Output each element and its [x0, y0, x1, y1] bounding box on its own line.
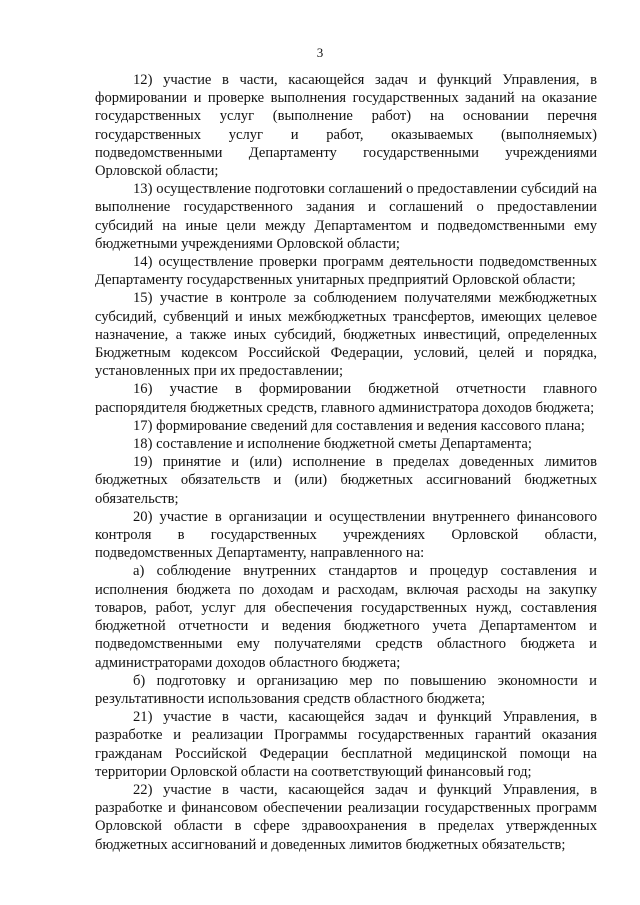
paragraph-item-22: 22) участие в части, касающейся задач и функций Управления, в разработке и финансовом обеспечении реализации государственных программ Орловской области в сфере здравоохранения в пределах утвержденных бюджетных ассигнований и доведенных лимитов бюджетных обязательств;: [95, 781, 597, 853]
document-body: [95, 71, 597, 854]
paragraph-item-18: 18) составление и исполнение бюджетной сметы Департамента;: [133, 436, 532, 453]
page-number: 3: [316, 45, 324, 60]
paragraph-item-13: 13) осуществление подготовки соглашений о предоставлении субсидий на выполнение государственного задания и соглашений о предоставлении субсидий на иные цели между Департаментом и подведомственными ему бюджетными учреждениями Орловской области;: [95, 181, 597, 252]
paragraph-item-20: 20) участие в организации и осуществлении внутреннего финансового контроля в государственных учреждениях Орловской области, подведомственных Департаменту, направленного на:: [95, 508, 597, 562]
paragraph-item-12: 12) участие в части, касающейся задач и функций Управления, в формировании и проверке выполнения государственных заданий на оказание государственных услуг (выполнение работ) на основании перечня государственных услуг и работ, оказываемых (выполняемых) подведомственными Департаменту государственными учреждениями Орловской области;: [95, 72, 597, 180]
paragraph-subitem-a: а) соблюдение внутренних стандартов и процедур составления и исполнения бюджета по доходам и расходам, включая расходы на закупку товаров, работ, услуг для обеспечения государственных нужд, составления бюджетной отчетности и ведения бюджетного учета Департаментом и подведомственными ему получателями средств областного бюджета и администраторами доходов областного бюджета;: [95, 563, 597, 671]
paragraph-item-15: 15) участие в контроле за соблюдением получателями межбюджетных субсидий, субвенций и иных межбюджетных трансфертов, имеющих целевое назначение, а также иных субсидий, бюджетных инвестиций, определенных Бюджетным кодексом Российской Федерации, условий, целей и порядка, установленных при их предоставлении;: [95, 290, 597, 380]
paragraph-item-16: 16) участие в формировании бюджетной отчетности главного распорядителя бюджетных средств, главного администратора доходов бюджета;: [95, 381, 597, 416]
paragraph-item-21: 21) участие в части, касающейся задач и функций Управления, в разработке и реализации Программы государственных гарантий оказания гражданам Российской Федерации бесплатной медицинской помощи на территории Орловской области на соответствующий финансовый год;: [95, 709, 597, 780]
paragraph-item-14: 14) осуществление проверки программ деятельности подведомственных Департаменту государственных унитарных предприятий Орловской области;: [95, 254, 597, 289]
paragraph-subitem-b: б) подготовку и организацию мер по повышению экономности и результативности использования средств областного бюджета;: [95, 672, 597, 707]
paragraph-item-19: 19) принятие и (или) исполнение в пределах доведенных лимитов бюджетных обязательств и (или) бюджетных ассигнований бюджетных обязательств;: [95, 454, 597, 507]
paragraph-item-17: 17) формирование сведений для составления и ведения кассового плана;: [133, 417, 585, 434]
